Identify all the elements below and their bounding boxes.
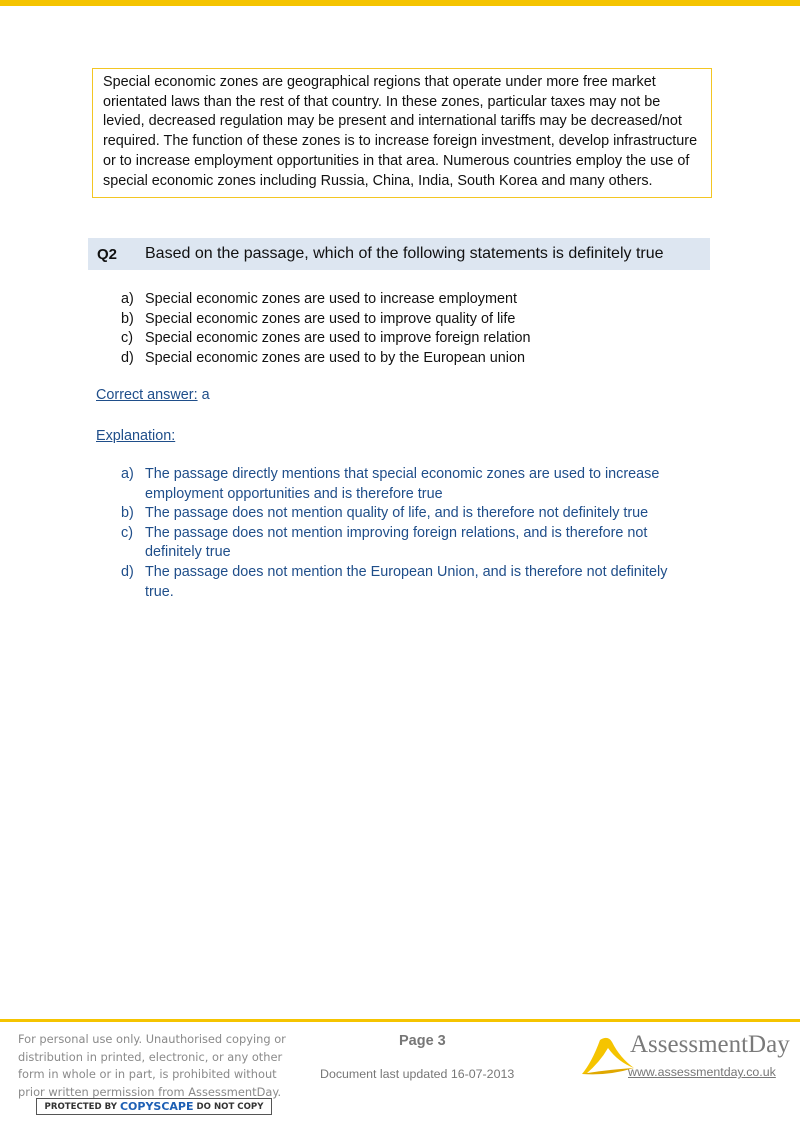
correct-answer <box>96 387 210 403</box>
option-c: c) Special economic zones are used to improve foreign relation <box>121 330 531 346</box>
question-number: Q2 <box>97 245 118 263</box>
question-header <box>88 238 710 270</box>
answer-options <box>121 290 531 368</box>
explanation-a: a) The passage directly mentions that special economic zones are used to increase employment opportunities and is therefore true <box>121 466 660 502</box>
page-number: Page 3 <box>399 1033 446 1049</box>
footer-accent-line <box>0 1019 800 1022</box>
correct-answer-value: a <box>197 387 210 403</box>
website-link[interactable]: www.assessmentday.co.uk <box>628 1065 776 1079</box>
explanation-c: c) The passage does not mention improving foreign relations, and is therefore not definitely true <box>121 524 648 561</box>
brand-name: AssessmentDay <box>630 1031 790 1058</box>
copyright-notice: For personal use only. Unauthorised copying or distribution in printed, electronic, or any other form in whole or in part, is prohibited without prior written permission from AssessmentDay. <box>18 1032 286 1099</box>
explanation-d: d) The passage does not mention the European Union, and is therefore not definitely true. <box>121 563 668 600</box>
explanation-label: Explanation: <box>96 428 176 444</box>
top-accent-bar <box>0 0 800 6</box>
document-updated-date: Document last updated 16-07-2013 <box>320 1067 515 1081</box>
copyscape-badge[interactable]: PROTECTED BY COPYSCAPE DO NOT COPY <box>36 1098 272 1115</box>
option-a: a) Special economic zones are used to increase employment <box>121 291 517 307</box>
option-d: d) Special economic zones are used to by the European union <box>121 349 526 366</box>
correct-answer-label: Correct answer: <box>96 387 198 403</box>
explanation-b: b) The passage does not mention quality of life, and is therefore not definitely true <box>121 505 649 522</box>
passage-box: Special economic zones are geographical regions that operate under more free market orientated laws than the rest of that country. In these zones, particular taxes may not be levied, decreased regulation may be present and international tariffs may be decreased/not required. The function of these zones is to increase foreign investment, develop infrastructure or to increase employment opportunities in that area. Numerous countries employ the use of special economic zones including Russia, China, India, South Korea and many others. <box>92 68 712 198</box>
question-text: Based on the passage, which of the following statements is definitely true <box>145 245 664 262</box>
explanation-list <box>121 465 681 602</box>
option-b: b) Special economic zones are used to improve quality of life <box>121 310 516 327</box>
